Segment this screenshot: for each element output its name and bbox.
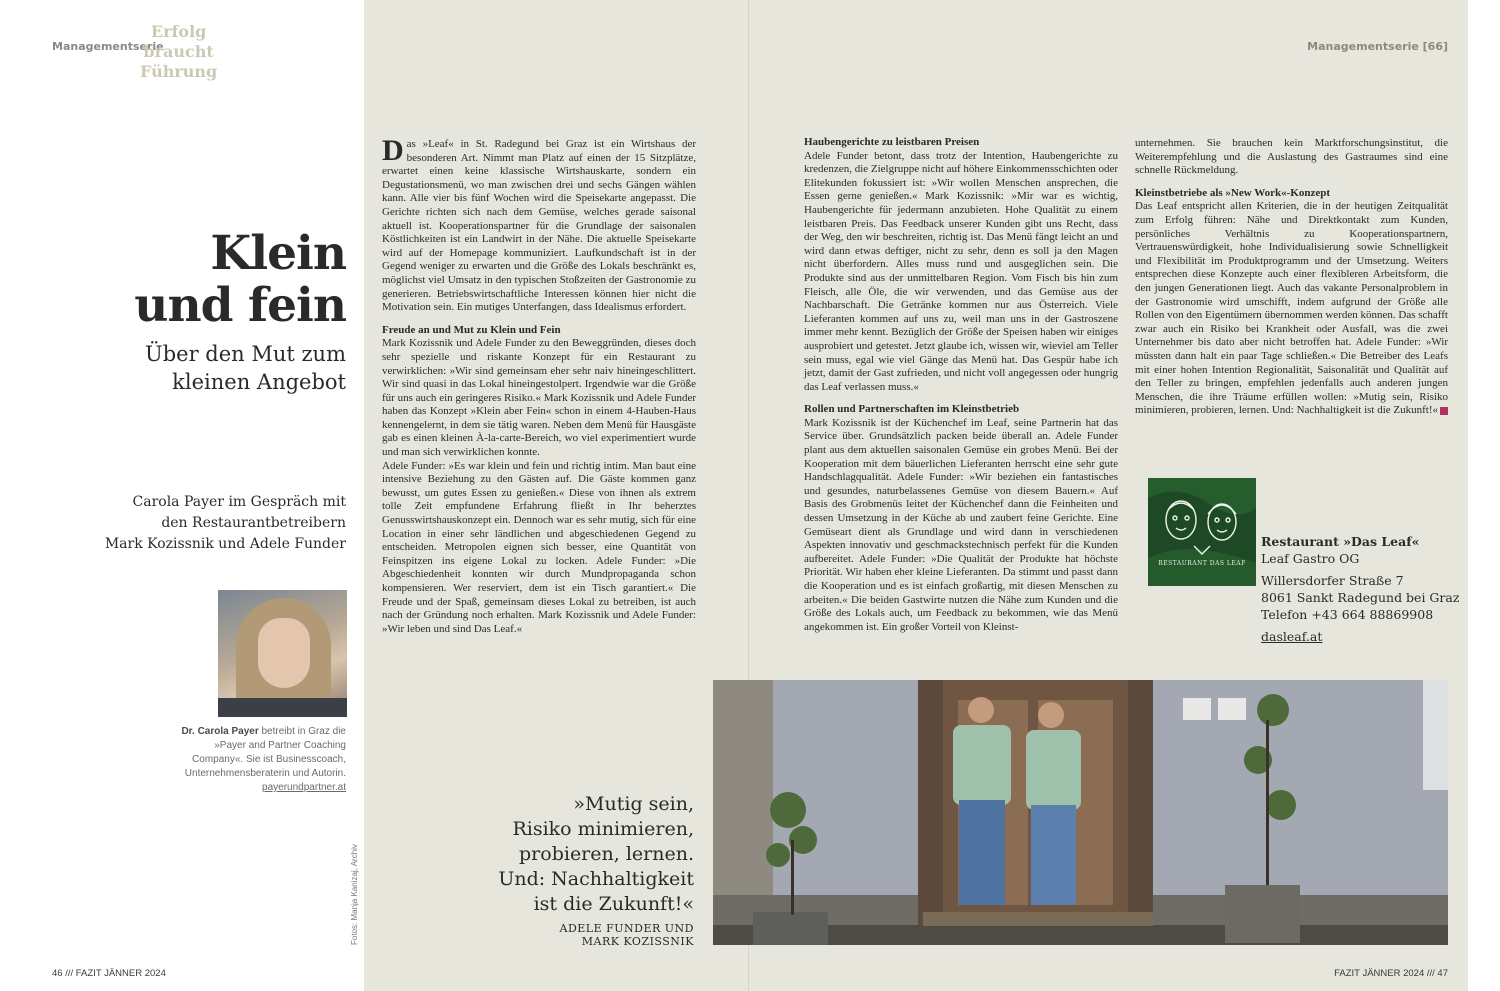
owners-doorway-photo [713, 680, 1448, 945]
right-page-margin [1468, 0, 1500, 991]
drop-cap: D [382, 134, 404, 167]
intro-line: Mark Kozissnik und Adele Funder [104, 536, 346, 552]
article-paragraph [382, 134, 696, 315]
pull-quote-author-line: ADELE FUNDER UND [559, 922, 694, 935]
author-name: Dr. Carola Payer [181, 726, 259, 737]
headline [134, 228, 346, 332]
restaurant-name: Restaurant »Das Leaf« [1261, 534, 1420, 549]
series-slogan-line: braucht [143, 42, 214, 61]
article-column-3 [1135, 137, 1448, 418]
series-label-left: Managementserie [52, 40, 164, 53]
article-column-2 [804, 136, 1118, 634]
article-paragraph: Mark Kozissnik und Adele Funder zu den Beweggründen, dieses doch sehr spezielle und riskante Konzept für ein Restaurant zu verwirklichen: »Wir sind gemeinsam eher sehr naiv hineingeschlittert. Wir sind quasi in das Lokal hineingestolpert. Irgendwie war die Größe für uns auch ein geringeres Risiko.« Mark Kozissnik und Adele Funder haben das Konzept »Klein aber Fein« schon in einem 4-Hauben-Haus kennengelernt, in dem sie tätig waren. Neben dem Menü für Hausgäste gab es einen kleinen À-la-carte-Bereich, wo viel experimentiert wurde und man sich verwirklichen konnte. [382, 337, 696, 459]
author-website-link[interactable]: payerundpartner.at [262, 782, 346, 793]
logo-wordmark: RESTAURANT DAS LEAF [1158, 560, 1246, 567]
page-footer-left: 46 /// FAZIT JÄNNER 2024 [52, 968, 166, 979]
restaurant-logo [1148, 478, 1256, 586]
subheadline-line: kleinen Angebot [172, 370, 346, 394]
intro-text [105, 492, 346, 555]
subheadline [145, 340, 346, 396]
article-paragraph: Mark Kozissnik ist der Küchenchef im Leaf, seine Partnerin hat das Service über. Grundsätzlich packen beide überall an. Adele Funder plant aus dem aktuellen saisonalen Gemüse ein grobes Menü. Bei der Kooperation mit dem bäuerlichen Lieferanten herrscht eine sehr gute Handschlagqualität. Adele Funder: »Wir beziehen ein fantastisches und gesundes, naturbelassenes Gemüse von diesem Bauern.« Auf Basis des Grobmenüs leitet der Küchenchef dann die Feinheiten und dessen Umsetzung in der Küche ab und zaubert feine Gerichte. Eine Gemüseart dient als Grundlage und wird dann in verschiedenen Aspekten innovativ und geschmackstechnisch perfekt für die Kunden aufbereitet. Adele Funder: »Die Qualität der Produkte hat höchste Priorität. Wir haben eher kleine Lieferanten. Da stimmt und passt dann die Kooperation und es ist einfach großartig, mit diesen Menschen zu arbeiten.« Die beiden Gastwirte nutzen die Nähe zum Kunden und die Größe des Lokals auch, um Feedback zu bekommen, wie das Menü angekommen ist. Ein großer Vorteil von Kleinst- [804, 416, 1118, 633]
pull-quote-author-line: MARK KOZISSNIK [581, 935, 694, 948]
restaurant-info [1261, 533, 1459, 645]
section-heading: Rollen und Partnerschaften im Kleinstbetrieb [804, 403, 1020, 416]
restaurant-city: 8061 Sankt Radegund bei Graz [1261, 590, 1460, 605]
article-paragraph: Adele Funder: »Es war klein und fein und richtig intim. Man baut eine intensive Beziehung zu den Gästen auf. Die Gäste kommen ganz bewusst, um gutes Essen zu genießen.« Diese von ihnen als extrem tolle Zeit empfundene Erfahrung fließt in Ihr beherztes Genusswirtshauskonzept ein. Dennoch war es sehr mutig, sich für eine Location in einer sehr ländlichen und abgeschiedenen Gegend zu entscheiden. Metropolen eignen sich besser, eine Quantität von Feinspitzen ins eigene Lokal zu locken. Adele Funder: »Die Abgeschiedenheit konnten wir durch Mundpropaganda schon kompensieren. Wer reserviert, dem ist ein Tisch garantiert.« Die Freude und der Spaß, gemeinsam dieses Lokal zu betreiben, ist auch nach der Gründung noch erhalten. Mark Kozissnik und Adele Funder: »Wir leben und sind Das Leaf.« [382, 459, 696, 635]
page-footer-right: FAZIT JÄNNER 2024 /// 47 [1334, 968, 1448, 979]
restaurant-street: Willersdorfer Straße 7 [1261, 573, 1404, 588]
article-column-1 [382, 134, 696, 636]
series-slogan-line: Führung [140, 62, 218, 81]
series-label-right: Managementserie [66] [1307, 40, 1448, 53]
pull-quote-line: ist die Zukunft!« [533, 893, 694, 915]
pull-quote-author [560, 922, 695, 948]
author-bio-text: betreibt in Graz die »Payer and Partner Coaching Company«. Sie ist Businesscoach, Unternehmensberaterin und Autorin. [184, 726, 346, 779]
headline-line: und fein [134, 278, 346, 333]
restaurant-company: Leaf Gastro OG [1261, 551, 1360, 566]
article-paragraph [1135, 200, 1448, 418]
intro-line: Carola Payer im Gespräch mit [132, 494, 346, 510]
end-mark-icon [1440, 407, 1448, 415]
portrait-shirt [218, 698, 347, 717]
section-heading: Haubengerichte zu leistbaren Preisen [804, 136, 980, 148]
subheadline-line: Über den Mut zum [145, 342, 346, 366]
restaurant-website-link[interactable]: dasleaf.at [1261, 629, 1323, 644]
intro-line: den Restaurantbetreibern [161, 515, 346, 531]
series-slogan-line: Erfolg [150, 22, 207, 41]
section-heading: Freude an und Mut zu Klein und Fein [382, 323, 561, 336]
pull-quote-line: Und: Nachhaltigkeit [498, 868, 694, 890]
pull-quote-line: »Mutig sein, [573, 793, 694, 815]
restaurant-photo [713, 680, 1448, 945]
section-heading: Kleinstbetriebe als »New Work«-Konzept [1135, 186, 1331, 199]
article-paragraph: Adele Funder betont, dass trotz der Intention, Haubengerichte zu kredenzen, die Zielgruppe nicht auf höhere Einkommensschichten oder Elitekunden fokussiert ist: »Wir wollen Menschen ansprechen, die Essen gerne genießen.« Mark Kozissnik: »Mir war es wichtig, Haubengerichte für jedermann anzubieten. Hohe Qualität zu einem leistbaren Preis. Das Feedback unserer Kunden gibt uns Recht, dass der Weg, den wir beschreiten, richtig ist. Das Menü fängt leicht an und wird dann etwas deftiger, nicht zu sehr, denn es soll ja den Magen nicht überfordern. Alles muss rund und ausgeglichen sein. Die Produkte sind aus der unmittelbaren Region. Vom Fisch bis hin zum Fleisch, alle Öle, die wir verwenden, und das Gemüse aus der Nachbarschaft. Die Getränke kommen nur aus Österreich. Viele Lieferanten kommen auf uns zu, weil man uns in der Gastroszene immer mehr kennt. Bezüglich der Größe der Speisen haben wir einiges ausprobiert und getestet. Jetzt glaube ich, wissen wir, wieviel am Teller sein muss, egal wie viel Gänge das Menü hat. Das Gespür habe ich jetzt, damit der Gast zufrieden, und nicht voll angegessen oder hungrig das Leaf verlassen muss.« [804, 149, 1118, 393]
paragraph-text: Das Leaf entspricht allen Kriterien, die in der heutigen Zeitqualität zum Erfolg führen: Nähe und Direktkontakt zum Kunden, persönliches Verhältnis zu Kooperationspartnern, Vertrauenswürdigkeit, hohe Individualisierung sowie Schnelligkeit und Flexibilität im Produktprogramm und der Umsetzung. Weiters entsprechen diese Konzepte auch einer flexibleren Arbeitsform, die den jungen Generationen liegt. Auch das vakante Personalproblem in der Gastronomie wird umschifft, indem aufgrund der Größe alle Rollen von den Eigentümern übernommen werden können. Das schafft zwar auch ein Risiko bei Krankheit oder Ausfall, was die zwei Unternehmer bis dato aber nicht betroffen hat. Adele Funder: »Wir müssten dann halt ein paar Tage schließen.« Die Betreiber des Leafs mit einer hohen Intention Regionalität, Saisonalität und Qualität auf den Teller zu bringen, empfehlen jedenfalls auch anderen jungen Menschen, die ihre Träume erfüllen wollen: »Mutig sein, Risiko minimieren, probieren, lernen. Und: Nachhaltigkeit ist die Zukunft!« [1135, 200, 1448, 417]
author-portrait [218, 590, 347, 717]
pull-quote-line: probieren, lernen. [519, 843, 694, 865]
article-paragraph: unternehmen. Sie brauchen kein Marktforschungsinstitut, die Weiterempfehlung und die Auslastung des Gastraumes sind eine schnelle Rückmeldung. [1135, 137, 1448, 177]
headline-line: Klein [210, 226, 346, 281]
author-bio [166, 725, 346, 795]
series-slogan [140, 22, 217, 82]
paragraph-text: as »Leaf« in St. Radegund bei Graz ist ein Wirtshaus der besonderen Art. Nimmt man Platz auf einen der 15 Sitzplätze, erwartet einen keine klassische Wirtshauskarte, sondern ein Degustationsmenü, wo man zwischen drei und sechs Gängen wählen kann. Alle vier bis fünf Wochen wird die Speisekarte angepasst. Die Gerichte richten sich nach dem Gemüse, welches gerade saisonal aktuell ist. Kooperationspartner für die Grundlage der saisonalen Köstlichkeiten ist ein Landwirt in der Nähe. Die aktuelle Speisekarte wird auf der Homepage kommuniziert. Laufkundschaft ist in der Gegend weniger zu erwarten und die Größe des Lokals beschränkt es, möglichst viel Umsatz in den typischen Stoßzeiten der Gastronomie zu generieren. Betriebswirtschaftliche Interessen können hier nicht die Motivation sein. Ein mutiges Unterfangen, dass Idealismus erfordert. [382, 138, 696, 314]
pull-quote-line: Risiko minimieren, [512, 818, 694, 840]
leaf-faces-icon [1148, 478, 1256, 586]
pull-quote [498, 792, 694, 917]
photo-credit: Fotos: Manja Kanizaj, Archiv [350, 844, 359, 945]
restaurant-phone: Telefon +43 664 88869908 [1261, 607, 1434, 622]
portrait-face [258, 618, 310, 688]
